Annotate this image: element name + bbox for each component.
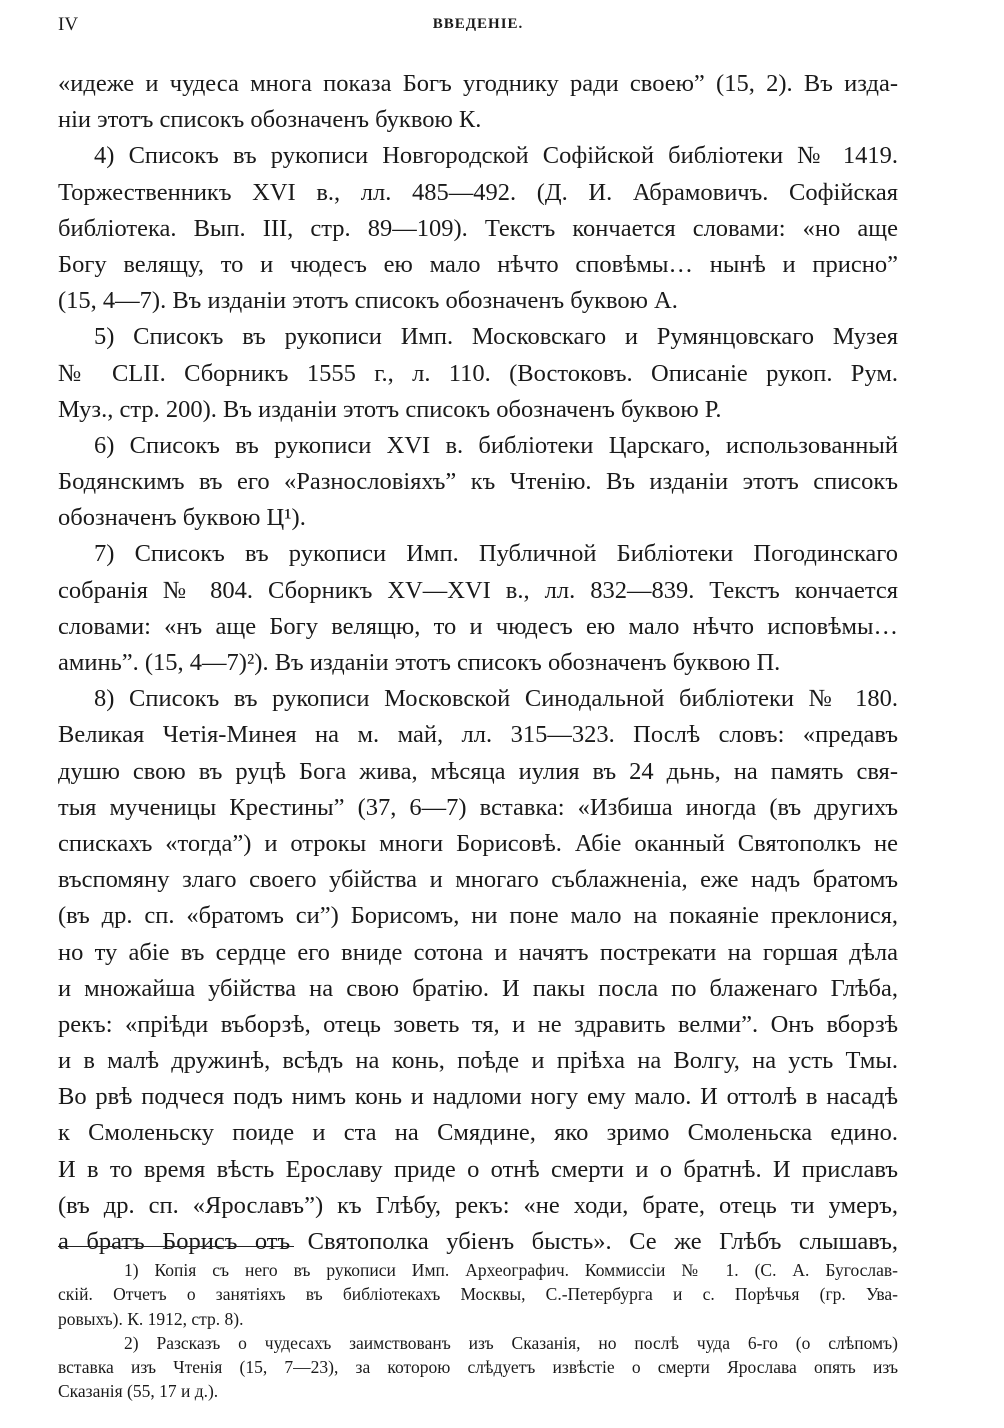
text-line: тыя мученицы Крестиныˮ (37, 6—7) вставка: «Избиша иногда (въ другихъ xyxy=(58,793,898,821)
text-line: «идеже и чудеса многа показа Богъ угоднику ради своеюˮ (15, 2). Въ изда- xyxy=(58,70,898,97)
body-text xyxy=(58,66,898,1260)
text-line: 6) Списокъ въ рукописи XVI в. библiотеки Царскаго, использованный xyxy=(94,431,898,459)
text-line: 8) Списокъ въ рукописи Московской Синодальной библiотеки № 180. xyxy=(94,685,898,713)
footnote-line: 1) Копiя съ него въ рукописи Имп. Археографич. Коммиссiи № 1. (С. А. Бугослав- xyxy=(124,1260,898,1280)
footnote-line: Сказанiя (55, 17 и д.). xyxy=(58,1381,219,1402)
text-line: 7) Списокъ въ рукописи Имп. Публичной Библiотеки Погодинскаго xyxy=(94,540,898,568)
text-line: Богу велящу, то и чюдесъ ею мало нѣчто сповѣмы… нынѣ и присноˮ xyxy=(58,250,898,278)
text-line: (15, 4—7). Въ изданiи этотъ списокъ обозначенъ буквою А. xyxy=(58,287,678,315)
text-line: Бодянскимъ въ его «Разнословiяхъˮ къ Чтенiю. Въ изданiи этотъ списокъ xyxy=(58,468,898,496)
text-line: и множайша убiйства на свою братiю. И пакы посла по блаженаго Глѣба, xyxy=(58,974,898,1002)
text-line: но ту абiе въ сердце его вниде сотона и начятъ пострекати на горшая дѣла xyxy=(58,938,898,966)
text-line: спискахъ «тогдаˮ) и отрокы многи Борисовѣ. Абiе оканный Святополкъ не xyxy=(58,829,898,857)
footnote-divider xyxy=(58,1246,294,1247)
running-title: ВВЕДЕНIЕ. xyxy=(432,16,524,32)
footnote-line: вставка изъ Чтенiя (15, 7—23), за которою слѣдуетъ извѣстiе о смерти Ярослава опять изъ xyxy=(58,1357,898,1378)
page-number: IV xyxy=(58,14,79,35)
text-line: 4) Списокъ въ рукописи Новгородской Софiйской библiотеки № 1419. xyxy=(94,142,898,170)
text-line: Во рвѣ подчеся подъ нимъ конь и надломи ногу ему мало. И оттолѣ в насадѣ xyxy=(58,1083,898,1111)
text-line: словами: «нъ аще Богу велящю, то и чюдесъ ею мало нѣчто исповѣмы… xyxy=(58,612,898,640)
text-line: 5) Списокъ въ рукописи Имп. Московскаго и Румянцовскаго Музея xyxy=(94,323,898,351)
text-line: Великая Четiя-Минея на м. май, лл. 315—323. Послѣ словъ: «предавъ xyxy=(58,721,898,749)
text-line: въспомяну злаго своего убiйства и многаго съблажненiа, еже надъ братомъ xyxy=(58,866,898,894)
footnote-line: 2) Разсказъ о чудесахъ заимствованъ изъ Сказанiя, но послѣ чуда 6-го (о слѣпомъ) xyxy=(124,1332,898,1353)
page-header xyxy=(58,14,898,44)
text-line: И в то время вѣсть Ерославу приде о отнѣ смерти и о братнѣ. И приславъ xyxy=(58,1155,898,1183)
text-line: Торжественникъ XVI в., лл. 485—492. (Д. И. Абрамовичъ. Софiйская xyxy=(58,178,898,206)
text-line: к Смоленьску поиде и ста на Смядине, яко зримо Смоленьска едино. xyxy=(58,1119,898,1147)
text-line: № CLII. Сборникъ 1555 г., л. 110. (Востоковъ. Описанiе рукоп. Рум. xyxy=(58,359,898,387)
text-line: и в малѣ дружинѣ, всѣдъ на конь, поѣде и прiѣха на Волгу, на усть Тмы. xyxy=(58,1047,898,1075)
text-line: нiи этотъ списокъ обозначенъ буквою К. xyxy=(58,106,482,134)
text-line: а братъ Борисъ отъ Святополка убiенъ бысть». Се же Глѣбъ слышавъ, xyxy=(58,1228,898,1255)
text-line: (въ др. сп. «братомъ сиˮ) Борисомъ, ни поне мало на покаянiе преклонися, xyxy=(58,902,898,930)
text-line: аминьˮ. (15, 4—7)²). Въ изданiи этотъ списокъ обозначенъ буквою П. xyxy=(58,649,781,676)
text-line: рекъ: «прiѣди въборзѣ, отець зоветь тя, и не здравить велмиˮ. Онъ вборзѣ xyxy=(58,1010,898,1038)
text-line: библiотека. Вып. III, стр. 89—109). Текстъ кончается словами: «но аще xyxy=(58,214,898,242)
text-line: Муз., стр. 200). Въ изданiи этотъ списокъ обозначенъ буквою Р. xyxy=(58,395,722,423)
text-line: обозначенъ буквою Ц¹). xyxy=(58,504,306,532)
text-line: собранiя № 804. Сборникъ XV—XVI в., лл. 832—839. Текстъ кончается xyxy=(58,576,898,604)
footnotes xyxy=(58,1258,898,1404)
text-line: (въ др. сп. «Ярославъˮ) къ Глѣбу, рекъ: «не ходи, брате, отець ти умеръ, xyxy=(58,1191,898,1219)
footnote-line: ровыхъ). К. 1912, стр. 8). xyxy=(58,1308,244,1329)
text-line: душю свою въ руцѣ Бога жива, мѣсяца иулия въ 24 дьнь, на память свя- xyxy=(58,757,898,785)
footnote-line: скiй. Отчетъ о занятiяхъ въ библiотекахъ Москвы, С.-Петербурга и с. Порѣчья (гр. Ува- xyxy=(58,1284,898,1305)
